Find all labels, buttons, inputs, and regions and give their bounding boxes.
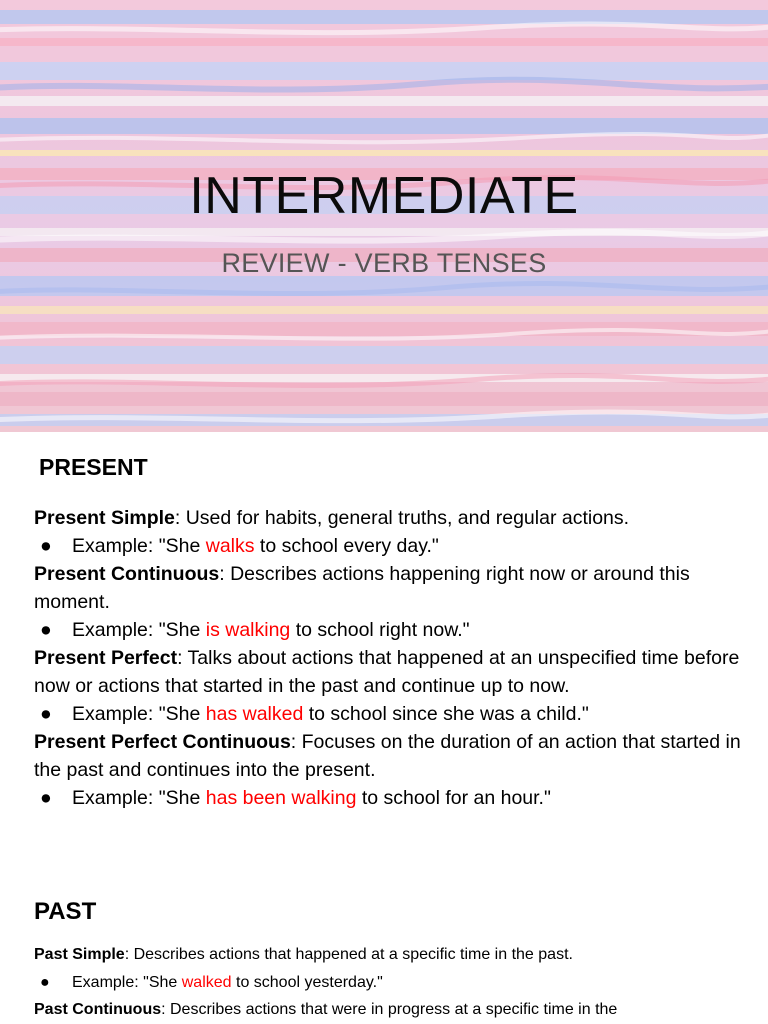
- example-suffix: to school since she was a child.": [303, 703, 589, 725]
- example-prefix: Example: "She: [72, 619, 206, 641]
- example-prefix: Example: "She: [72, 787, 206, 809]
- tense-description: : Talks about actions that happened at an unspecified time before now or actions that started in the past and continue up to now.: [34, 647, 740, 697]
- bullet-icon: ●: [40, 535, 52, 557]
- example-suffix: to school right now.": [290, 619, 470, 641]
- bullet-icon: ●: [40, 619, 52, 641]
- present-tenses-list: [34, 504, 754, 812]
- document-body: [0, 432, 768, 1024]
- example-suffix: to school every day.": [254, 535, 439, 557]
- example-item: [34, 532, 754, 560]
- example-prefix: Example: "She: [72, 535, 206, 557]
- page-title: INTERMEDIATE: [189, 167, 579, 225]
- bullet-icon: ●: [40, 703, 52, 725]
- title-banner: [0, 0, 768, 432]
- example-suffix: to school yesterday.": [231, 973, 383, 991]
- example-prefix: Example: "She: [72, 703, 206, 725]
- tense-description: : Focuses on the duration of an action that started in the past and continues into the present.: [34, 731, 741, 781]
- example-item: [34, 969, 754, 997]
- example-verb: walked: [181, 973, 232, 991]
- tense-term: Past Continuous: [34, 1001, 162, 1018]
- tense-term: Present Perfect: [34, 647, 178, 669]
- tense-term: Present Continuous: [34, 563, 220, 585]
- example-verb: has walked: [205, 703, 304, 725]
- section-heading-past: PAST: [34, 898, 97, 925]
- tense-definition: [34, 644, 754, 700]
- example-verb: is walking: [205, 619, 291, 641]
- tense-definition: [34, 504, 754, 532]
- past-tenses-list: [34, 941, 754, 1024]
- tense-definition: [34, 560, 754, 616]
- example-suffix: to school for an hour.": [356, 787, 551, 809]
- tense-term: Present Simple: [34, 507, 175, 529]
- example-item: [34, 784, 754, 812]
- section-heading-present: PRESENT: [39, 454, 148, 480]
- example-prefix: Example: "She: [72, 973, 182, 991]
- tense-term: Present Perfect Continuous: [34, 731, 291, 753]
- tense-description: : Describes actions happening right now or around this moment.: [34, 563, 690, 613]
- bullet-icon: ●: [40, 787, 52, 809]
- page-subtitle: REVIEW - VERB TENSES: [221, 248, 547, 278]
- tense-definition: [34, 728, 754, 784]
- tense-description: : Describes actions that were in progress at a specific time in the: [161, 1001, 618, 1018]
- tense-description: : Used for habits, general truths, and regular actions.: [174, 507, 630, 529]
- tense-definition: [34, 996, 754, 1024]
- tense-definition: [34, 941, 754, 969]
- example-item: [34, 700, 754, 728]
- example-verb: walks: [205, 535, 255, 557]
- tense-term: Past Simple: [34, 946, 125, 963]
- bullet-icon: ●: [40, 973, 50, 991]
- example-verb: has been walking: [205, 787, 357, 809]
- tense-description: : Describes actions that happened at a specific time in the past.: [124, 946, 573, 963]
- example-item: [34, 616, 754, 644]
